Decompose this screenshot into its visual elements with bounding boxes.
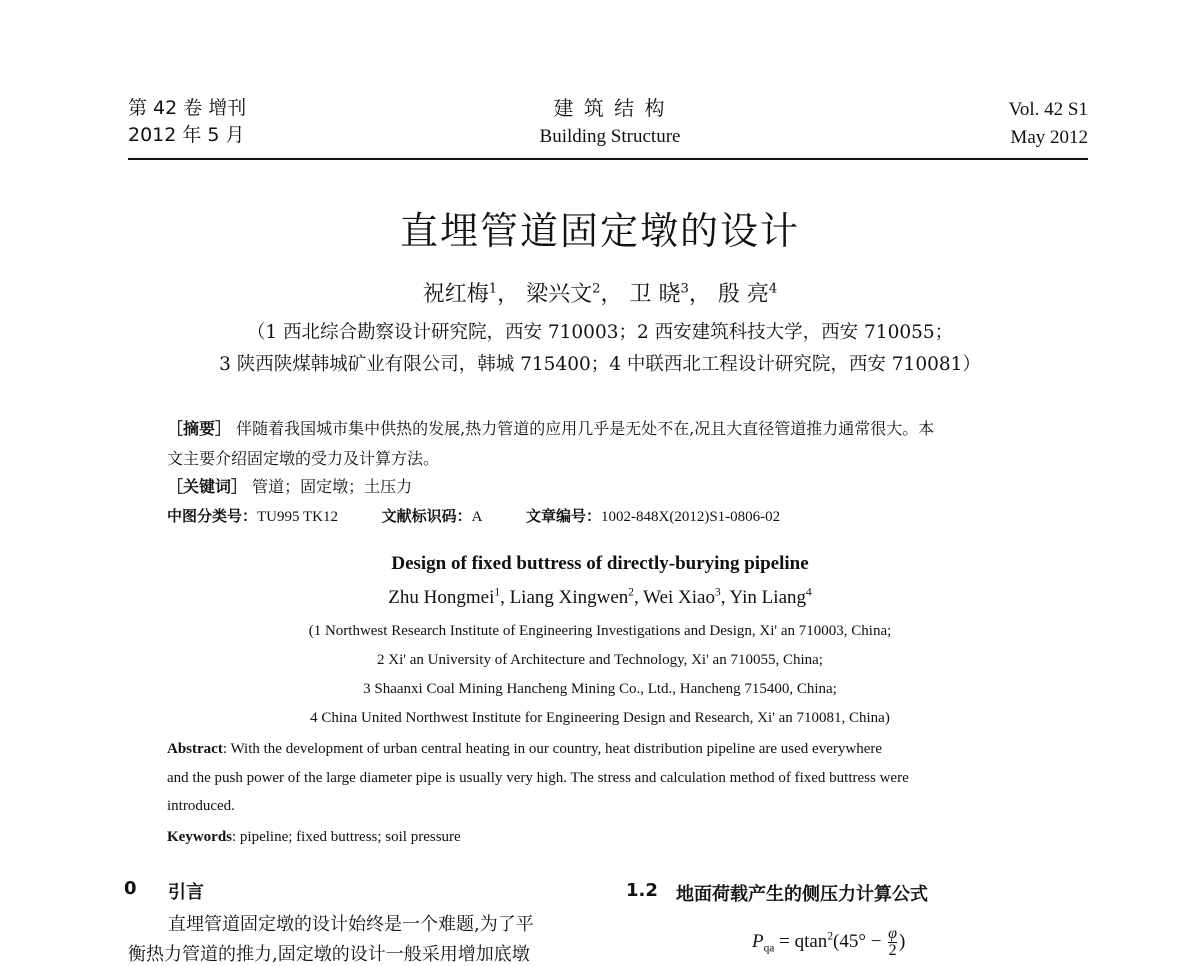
journal-name-en: Building Structure	[539, 126, 681, 147]
eq-angle: (45° −	[833, 930, 882, 952]
author-mark: 2	[628, 586, 634, 599]
section-title: 地面荷载产生的侧压力计算公式	[676, 884, 928, 905]
doc-code-label: 文献标识码：	[381, 507, 472, 525]
author-mark: 1	[488, 281, 498, 297]
section-title: 引言	[168, 882, 204, 903]
affiliation-line: 3 陕西陕煤韩城矿业有限公司，韩城 715400；4 中联西北工程设计研究院，西安 710081）	[219, 354, 981, 375]
equation	[752, 926, 905, 959]
classification-line	[167, 505, 780, 526]
eq-rhs: = q	[779, 930, 805, 952]
author-mark: 3	[714, 586, 721, 599]
author-name-en: Wei Xiao	[643, 587, 715, 608]
article-number-label: 文章编号：	[525, 507, 601, 525]
author-name-en: Zhu Hongmei	[388, 587, 495, 608]
author-name: 祝红梅	[422, 282, 489, 307]
author-mark: 3	[680, 281, 689, 297]
paper-title: 直埋管道固定墩的设计	[399, 209, 800, 253]
abstract-en-text: : With the development of urban central heating in our country, heat distribution pipeline are used everywhere	[222, 741, 883, 757]
keywords-cn-label: ［关键词］	[167, 477, 248, 496]
keywords-en-text: : pipeline; fixed buttress; soil pressure	[232, 829, 461, 845]
section-number: 0	[124, 878, 137, 899]
journal-date: 2012 年 5 月	[128, 124, 245, 146]
author-name-en: Liang Xingwen	[509, 587, 629, 608]
author-name: 卫 晓	[629, 282, 681, 307]
doc-code-value: A	[471, 509, 483, 525]
journal-name-cn: 建 筑 结 构	[553, 96, 667, 120]
author-mark: 4	[768, 281, 778, 297]
header-rule	[128, 158, 1088, 160]
abstract-cn-line2: 文主要介绍固定墩的受力及计算方法。	[167, 449, 440, 468]
keywords-en-label: Keywords	[167, 829, 232, 845]
abstract-en	[167, 741, 882, 758]
eq-tan: tan	[804, 930, 828, 952]
eq-lhs: P	[752, 930, 764, 952]
abstract-en-line2: and the push power of the large diameter pipe is usually very high. The stress and calculation method of fixed buttress were	[167, 770, 909, 786]
affiliation-en-line: (1 Northwest Research Institute of Engineering Investigations and Design, Xi' an 710003, China;	[308, 623, 892, 639]
eq-fraction	[888, 926, 897, 959]
author-name-en: Yin Liang	[729, 587, 807, 608]
journal-volume: 第 42 卷 增刊	[128, 97, 247, 119]
affiliation-en-line: 2 Xi' an University of Architecture and Technology, Xi' an 710055, China;	[377, 652, 823, 668]
paper-title-en: Design of fixed buttress of directly-burying pipeline	[391, 553, 809, 574]
author-mark: 4	[806, 586, 812, 599]
author-name: 梁兴文	[526, 282, 593, 307]
eq-frac-den: 2	[888, 942, 897, 959]
eq-close: )	[899, 930, 906, 952]
keywords-cn	[167, 474, 412, 497]
abstract-cn-label: ［摘要］	[167, 419, 232, 438]
abstract-en-line3: introduced.	[167, 798, 235, 814]
clc-label: 中图分类号：	[167, 507, 258, 525]
eq-lhs-sub: qa	[763, 942, 775, 955]
body-text-line: 直埋管道固定墩的设计始终是一个难题,为了平	[168, 914, 534, 935]
affiliation-en-line: 4 China United Northwest Institute for Engineering Design and Research, Xi' an 710081, China)	[310, 710, 890, 726]
author-name: 殷 亮	[717, 282, 769, 307]
affiliation-line: （1 西北综合勘察设计研究院，西安 710003；2 西安建筑科技大学，西安 710055；	[246, 322, 954, 343]
eq-frac-num: φ	[888, 925, 898, 942]
authors-cn: 祝红梅$^1$， 梁兴文$^2$， 卫 晓$^3$， 殷 亮$^4$	[422, 281, 778, 307]
issue-date: May 2012	[1010, 127, 1088, 148]
author-mark: 2	[592, 281, 601, 297]
keywords-cn-text: 管道；固定墩；土压力	[252, 477, 413, 496]
keywords-en	[167, 829, 461, 846]
volume-issue: Vol. 42 S1	[1008, 99, 1088, 120]
affiliation-en-line: 3 Shaanxi Coal Mining Hancheng Mining Co., Ltd., Hancheng 715400, China;	[363, 681, 837, 697]
article-number-value: 1002-848X(2012)S1-0806-02	[601, 509, 781, 525]
abstract-en-label: Abstract	[167, 741, 223, 757]
clc-value: TU995 TK12	[257, 509, 338, 525]
author-mark: 1	[494, 586, 501, 599]
abstract-cn-text: 伴随着我国城市集中供热的发展,热力管道的应用几乎是无处不在,况且大直径管道推力通常很大。本	[236, 419, 935, 438]
authors-en: Zhu Hongmei$^1$, Liang Xingwen$^2$, Wei Xiao$^3$, Yin Liang$^4$	[388, 586, 812, 608]
section-number: 1.2	[626, 880, 658, 901]
abstract-cn	[167, 416, 934, 439]
body-text-line: 衡热力管道的推力,固定墩的设计一般采用增加底墩	[128, 944, 530, 965]
eq-exponent: 2	[827, 930, 834, 943]
